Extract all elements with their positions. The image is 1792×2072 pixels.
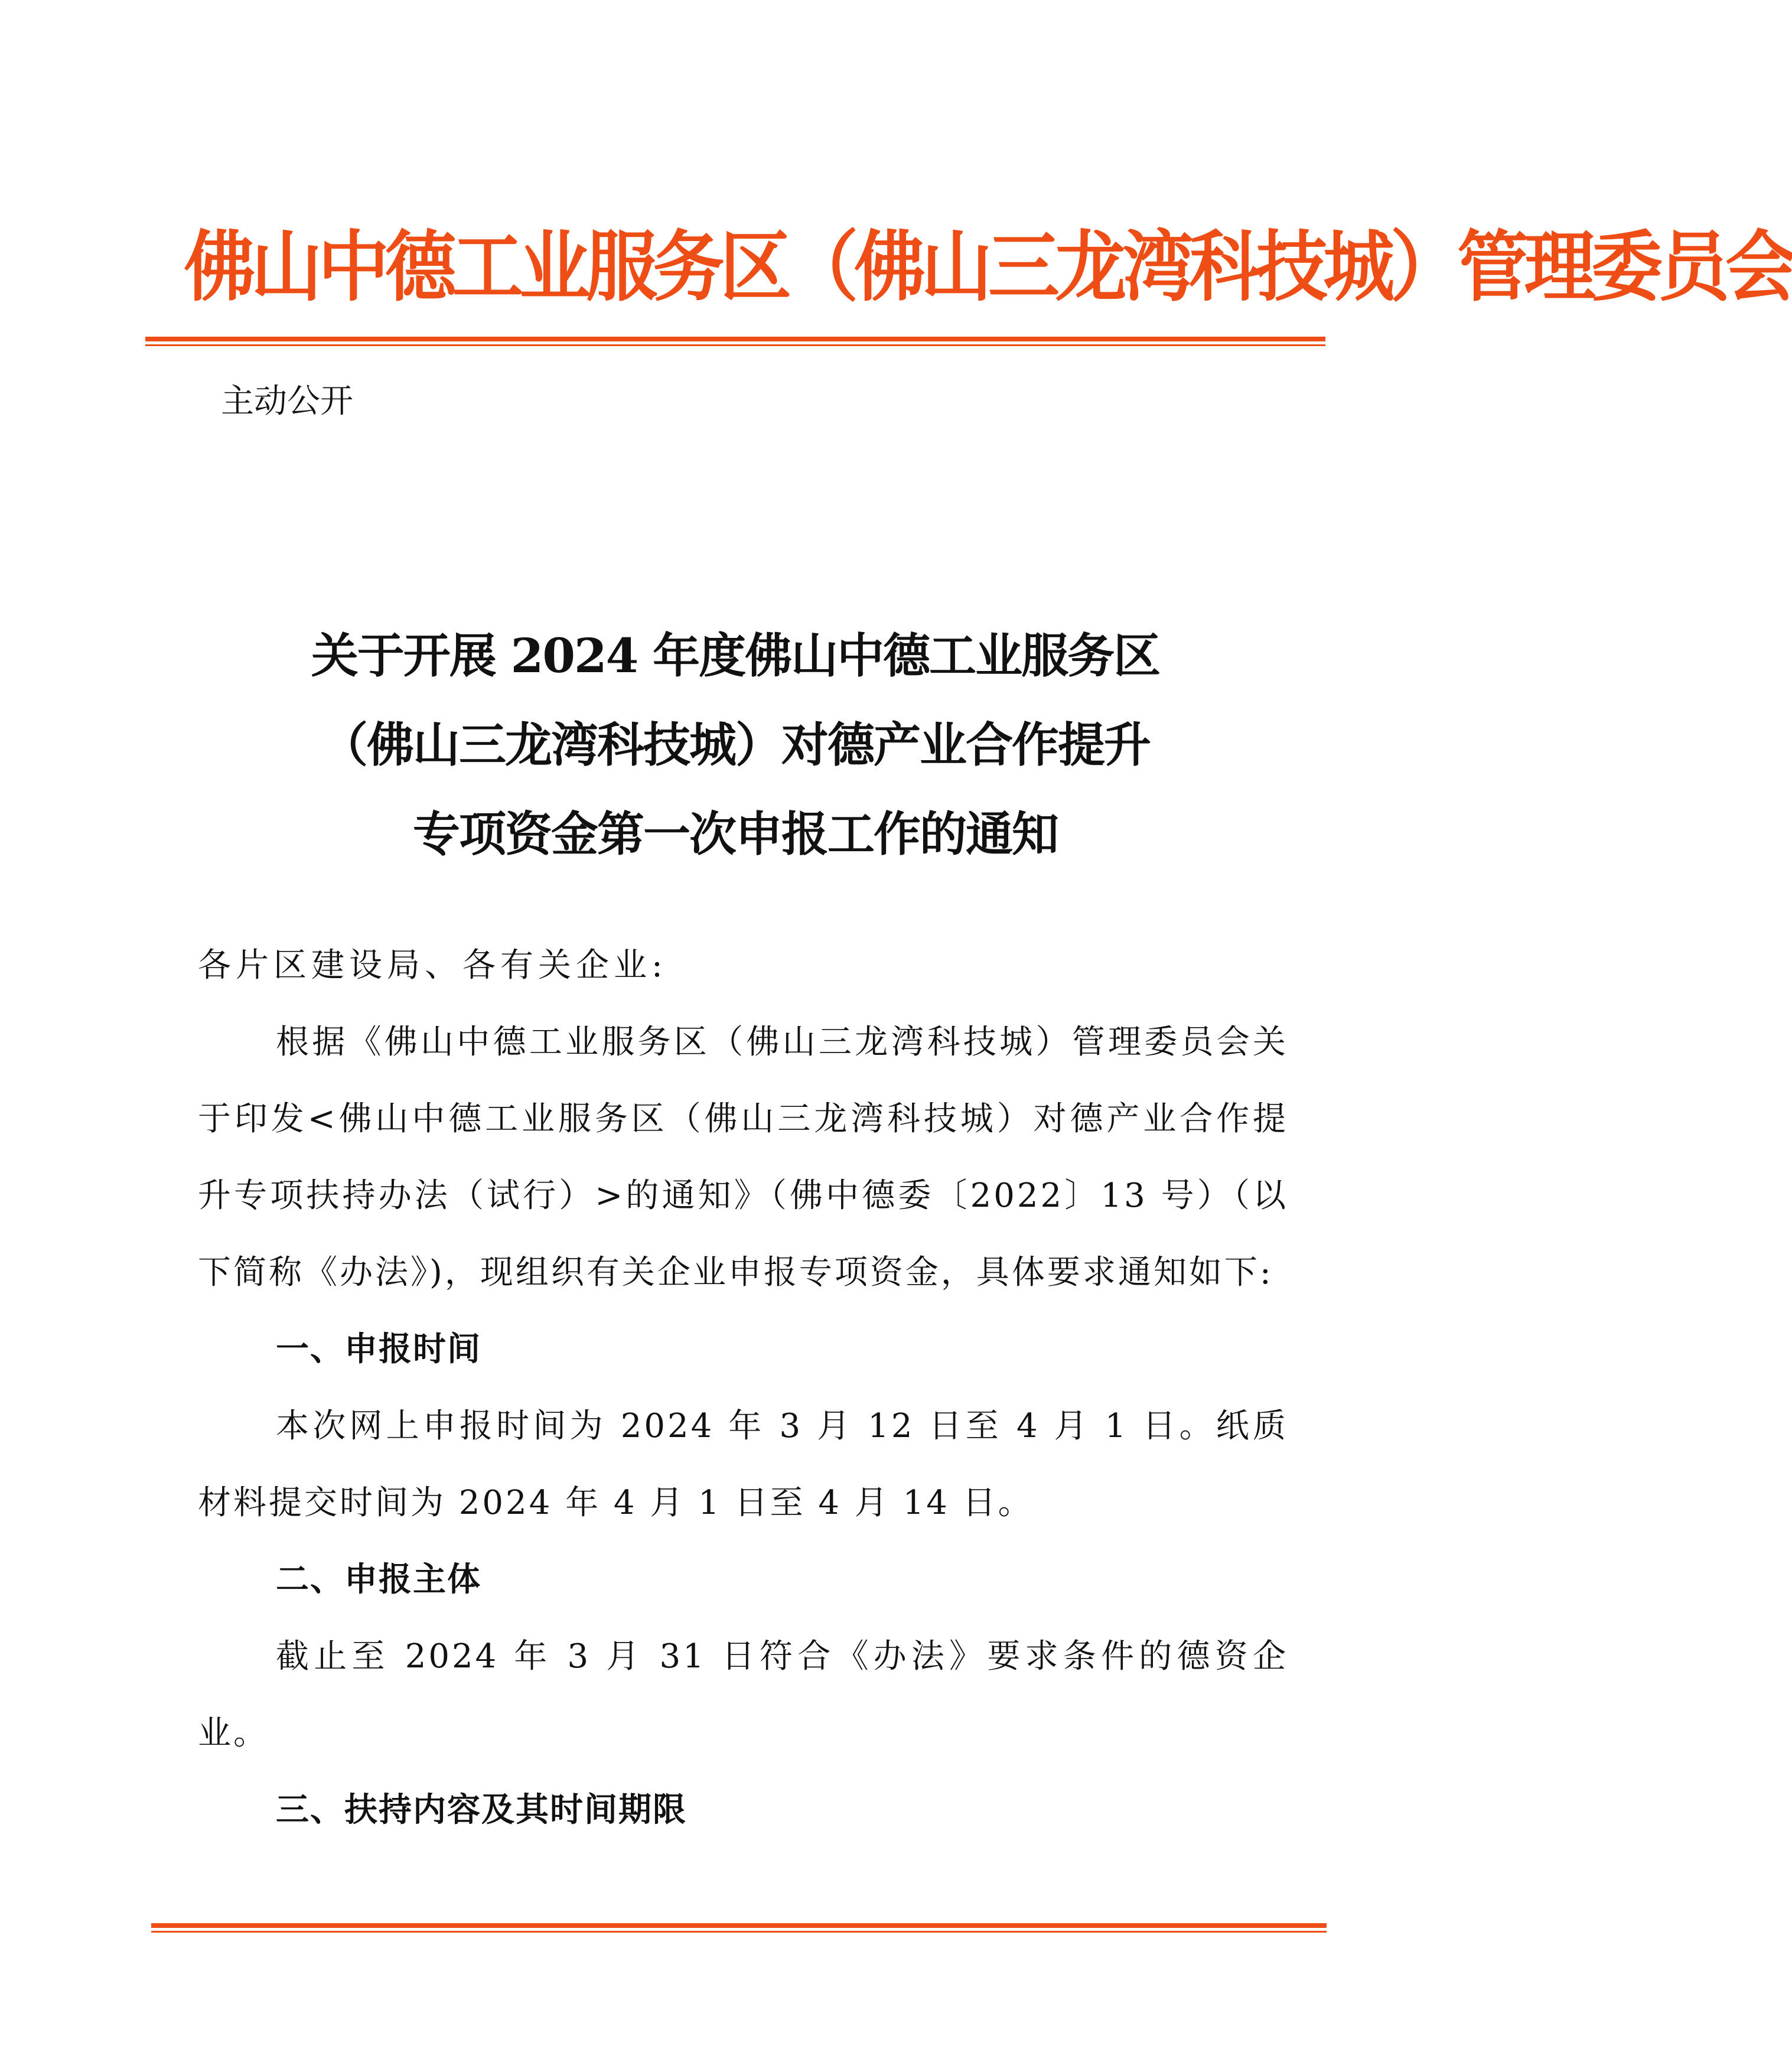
document-title-line-2: （佛山三龙湾科技城）对德产业合作提升 <box>321 717 1150 773</box>
section-1-heading: 一、申报时间 <box>276 1330 481 1369</box>
salutation: 各片区建设局、各有关企业: <box>198 946 667 985</box>
footer-divider <box>151 1923 1327 1933</box>
section-1-body: 本次网上申报时间为 2024 年 3 月 12 日至 4 月 1 日。纸质材料提交时间为 2024 年 4 月 1 日至 4 月 14 日。 <box>198 1407 1288 1522</box>
intro-paragraph: 根据《佛山中德工业服务区（佛山三龙湾科技城）管理委员会关于印发<佛山中德工业服务区（佛山三龙湾科技城）对德产业合作提升专项扶持办法（试行）>的通知》（佛中德委〔2022〕13 号）（以下简称《办法》)，现组织有关企业申报专项资金，具体要求通知如下: <box>198 1023 1288 1292</box>
header-divider <box>145 337 1325 346</box>
document-title-line-1: 关于开展 2024 年度佛山中德工业服务区 <box>311 628 1160 683</box>
issuing-authority-header: 佛山中德工业服务区（佛山三龙湾科技城）管理委员会 <box>184 221 1792 312</box>
section-2-body: 截止至 2024 年 3 月 31 日符合《办法》要求条件的德资企业。 <box>198 1637 1288 1752</box>
document-title <box>145 611 1325 879</box>
document-body <box>198 927 1288 1849</box>
document-title-line-3: 专项资金第一次申报工作的通知 <box>413 806 1058 862</box>
section-3-heading: 三、扶持内容及其时间期限 <box>276 1791 687 1829</box>
section-2-heading: 二、申报主体 <box>276 1560 481 1599</box>
disclosure-label: 主动公开 <box>221 382 353 421</box>
